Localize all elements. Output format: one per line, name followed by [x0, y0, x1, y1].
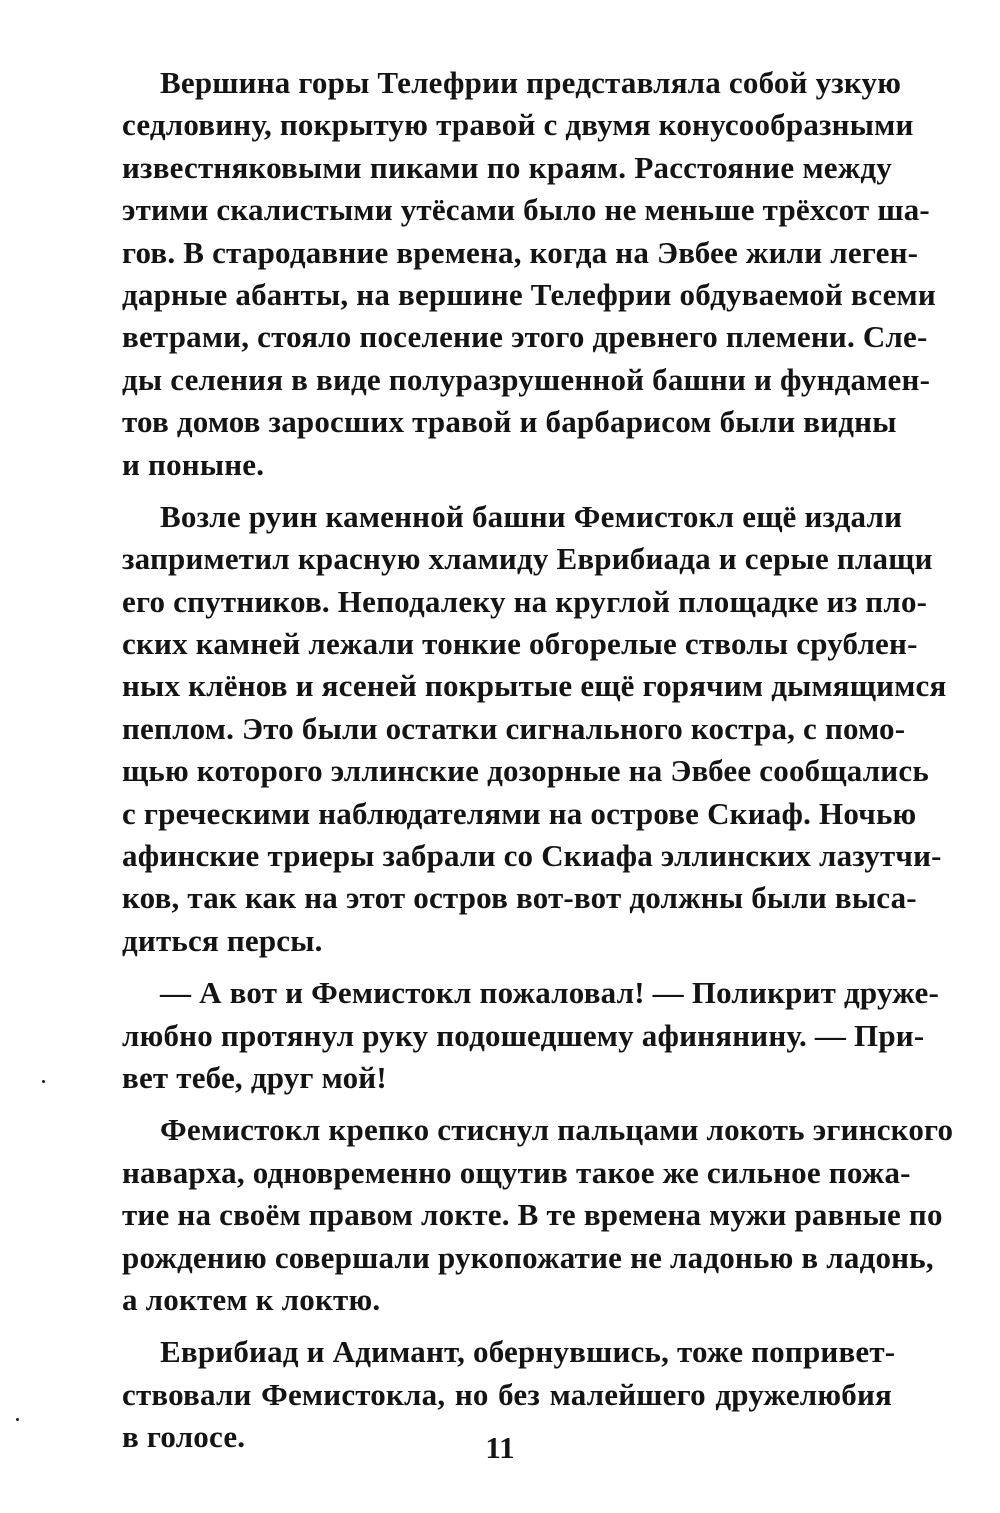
- text-line: его спутников. Неподалеку на круглой площадке из пло-: [122, 583, 928, 619]
- text-line: пеплом. Это были остатки сигнального костра, с помо-: [122, 710, 906, 746]
- text-line: вет тебе, друг мой!: [122, 1059, 387, 1095]
- text-line: Возле руин каменной башни Фемистокл ещё издали: [160, 498, 903, 534]
- text-line: тов домов заросших травой и барбарисом были видны: [122, 404, 897, 440]
- text-line: заприметил красную хламиду Еврибиада и серые плащи: [122, 541, 933, 577]
- scan-speck: [42, 1080, 45, 1083]
- text-line: ды селения в виде полуразрушенной башни и фундамен-: [122, 361, 931, 397]
- text-line: дарные абанты, на вершине Телефрии обдуваемой всеми: [122, 276, 936, 312]
- paragraph-2: [122, 496, 947, 962]
- text-line: а локтем к локтю.: [122, 1281, 381, 1317]
- text-line: рождению совершали рукопожатие не ладонью в ладонь,: [122, 1239, 934, 1275]
- text-line: ных клёнов и ясеней покрытые ещё горячим дымящимся: [122, 668, 947, 704]
- paragraph-1: [122, 62, 936, 486]
- page-number: 11: [485, 1430, 515, 1465]
- text-line: ствовали Фемистокла, но без малейшего дружелюбия: [122, 1376, 892, 1412]
- scan-speck: [16, 1418, 19, 1421]
- paragraph-4: [122, 1109, 954, 1321]
- text-line: диться персы.: [122, 922, 323, 958]
- text-line: тие на своём правом локте. В те времена мужи равные по: [122, 1197, 943, 1233]
- text-line: в голосе.: [122, 1419, 246, 1455]
- body-text: [122, 62, 954, 1469]
- text-line: этими скалистыми утёсами было не меньше трёхсот ша-: [122, 192, 930, 228]
- text-line: Еврибиад и Адимант, обернувшись, тоже попривет-: [160, 1334, 896, 1370]
- text-line: ков, так как на этот остров вот-вот должны были выса-: [122, 880, 917, 916]
- paragraph-3: [122, 972, 939, 1099]
- text-line: любно протянул руку подошедшему афинянину. — При-: [122, 1017, 925, 1053]
- text-line: известняковыми пиками по краям. Расстояние между: [122, 149, 892, 185]
- text-line: гов. В стародавние времена, когда на Эвбее жили леген-: [122, 234, 919, 270]
- text-line: щью которого эллинские дозорные на Эвбее сообщались: [122, 753, 929, 789]
- text-line: ветрами, стояло поселение этого древнего племени. Сле-: [122, 319, 928, 355]
- text-line: наварха, одновременно ощутив такое же сильное пожа-: [122, 1154, 911, 1190]
- text-line: и поныне.: [122, 446, 265, 482]
- text-line: седловину, покрытую травой с двумя конусообразными: [122, 107, 914, 143]
- text-line: ских камней лежали тонкие обгорелые стволы срублен-: [122, 626, 918, 662]
- text-line: афинские триеры забрали со Скиафа эллинских лазутчи-: [122, 838, 942, 874]
- text-line: Вершина горы Телефрии представляла собой узкую: [160, 65, 902, 100]
- text-line: — А вот и Фемистокл пожаловал! — Поликрит друже-: [160, 975, 939, 1011]
- text-line: Фемистокл крепко стиснул пальцами локоть эгинского: [160, 1112, 954, 1148]
- text-line: с греческими наблюдателями на острове Скиаф. Ночью: [122, 795, 917, 831]
